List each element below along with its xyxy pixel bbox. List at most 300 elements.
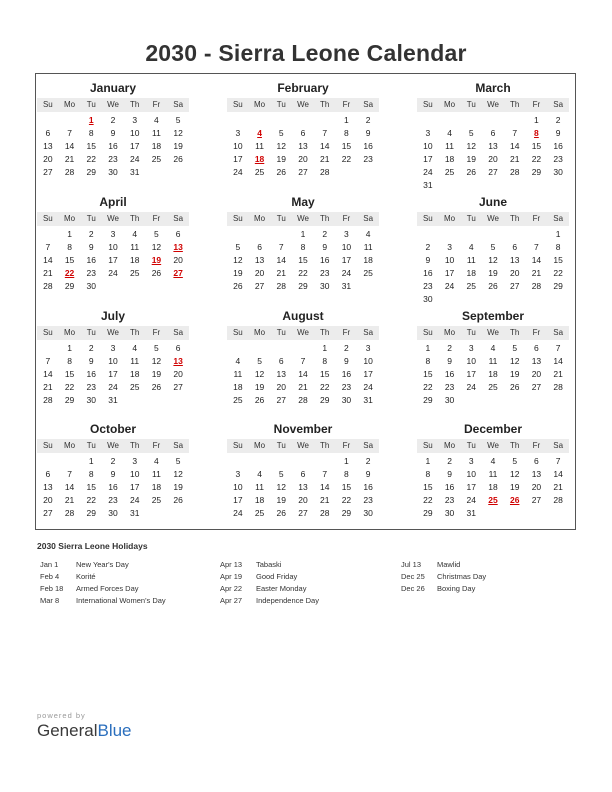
day-cell: 3 [132,456,138,466]
empty-cell [504,228,526,241]
day-cell: 2 [322,229,328,239]
day-cell: 24 [129,154,140,164]
generalblue-logo [37,721,132,741]
month-december [417,421,569,520]
empty-cell [270,455,292,468]
day-cell: 4 [154,115,159,125]
day-grid [37,455,189,520]
weekday-label: Tu [86,100,96,109]
weekday-label: Su [42,100,53,109]
day-cell: 7 [534,242,539,252]
day-cell: 2 [425,242,431,252]
day-cell: 23 [319,268,330,278]
holiday-item [220,571,319,583]
day-cell: 16 [363,482,373,492]
day-cell: 20 [488,154,498,164]
day-cell: 15 [341,141,352,151]
day-cell: 24 [129,495,140,505]
day-cell: 10 [233,482,243,492]
weekday-label: Mo [64,441,76,450]
weekday-label: We [107,328,119,337]
day-cell: 1 [322,343,328,353]
weekday-label: Mo [444,100,456,109]
month-grid [37,80,573,520]
day-cell: 25 [129,382,140,392]
day-cell: 29 [423,395,433,405]
day-cell: 9 [322,242,328,252]
day-cell: 17 [341,255,352,265]
day-cell: 3 [235,128,241,138]
day-cell: 28 [43,395,53,405]
day-cell: 26 [276,167,287,177]
day-cell: 22 [319,382,330,392]
day-cell: 3 [468,456,474,466]
weekday-label: Tu [466,100,476,109]
day-cell: 17 [466,369,477,379]
day-cell: 21 [553,482,563,492]
holiday-name: New Year's Day [76,560,129,569]
weekday-label: Tu [276,214,286,223]
day-cell: 1 [67,343,72,353]
day-cell: 10 [341,242,352,252]
holiday-name: International Women's Day [76,596,166,605]
day-cell: 7 [67,128,72,138]
day-cell: 3 [110,343,116,353]
empty-cell [249,342,271,355]
empty-cell [314,455,336,468]
day-cell: 18 [444,154,455,164]
day-cell: 18 [233,382,243,392]
day-grid [227,114,379,179]
day-cell: 28 [43,281,53,291]
weekday-label: Tu [466,328,476,337]
day-cell: 27 [173,382,183,392]
day-cell: 27 [531,495,542,505]
day-cell: 26 [488,281,498,291]
month-name: June [478,195,507,209]
holiday-name: Good Friday [256,572,298,581]
day-cell: 14 [276,255,287,265]
day-cell: 11 [466,255,476,265]
weekday-label: Su [232,100,243,109]
day-cell: 11 [445,141,454,151]
day-cell: 30 [108,167,118,177]
weekday-label: Fr [152,441,161,450]
day-cell: 23 [86,382,97,392]
weekday-label: Mo [444,328,456,337]
empty-cell [417,228,439,241]
day-cell: 10 [466,469,477,479]
weekday-label: Th [130,214,140,223]
day-cell: 2 [88,229,94,239]
day-cell: 20 [276,382,287,392]
day-cell: 16 [86,369,97,379]
day-cell: 1 [425,343,431,353]
day-cell: 24 [444,281,455,291]
day-cell: 30 [444,508,455,518]
weekday-label: Fr [532,441,541,450]
day-cell: 8 [425,356,431,366]
weekday-label: Mo [64,328,76,337]
day-cell: 1 [534,115,539,125]
day-cell: 21 [509,154,520,164]
day-cell: 22 [64,382,75,392]
day-cell: 24 [108,382,118,392]
day-cell: 14 [298,369,308,379]
day-cell: 20 [173,255,183,265]
day-cell: 16 [108,141,118,151]
day-cell: 7 [322,128,328,138]
day-cell: 29 [553,281,563,291]
day-cell: 26 [276,508,287,518]
weekday-label: Fr [532,214,541,223]
day-cell: 23 [444,382,455,392]
day-cell: 28 [319,167,330,177]
weekday-label: Sa [553,441,564,450]
weekday-label: Tu [466,441,476,450]
empty-cell [504,114,526,127]
day-cell: 25 [488,382,498,392]
day-cell: 31 [129,508,140,518]
day-cell: 10 [233,141,243,151]
day-cell: 1 [67,229,72,239]
holiday-item [40,583,166,595]
holiday-column-2 [220,559,319,607]
month-may [227,194,379,293]
day-cell: 10 [108,242,118,252]
day-cell: 11 [152,128,161,138]
weekday-label: Th [510,441,520,450]
weekday-label: Sa [173,441,184,450]
day-cell: 21 [298,382,308,392]
day-cell: 24 [423,167,433,177]
day-cell: 25 [129,268,140,278]
month-february [227,80,379,179]
day-cell: 8 [425,469,431,479]
day-cell: 5 [468,128,474,138]
weekday-label: Mo [254,328,266,337]
month-august [227,308,379,407]
day-cell: 7 [322,469,328,479]
weekday-header [417,439,569,453]
day-cell: 29 [86,167,97,177]
weekday-label: Sa [553,100,564,109]
day-cell: 3 [468,343,474,353]
empty-cell [482,228,504,241]
day-cell: 12 [254,369,265,379]
holiday-date: Dec 25 [401,572,425,581]
holiday-item [40,559,166,571]
day-cell: 23 [423,281,433,291]
weekday-header [417,326,569,340]
weekday-label: Sa [173,328,184,337]
weekday-label: Th [320,100,330,109]
holiday-column-3 [401,559,486,595]
day-cell: 24 [233,508,243,518]
weekday-label: Su [42,441,53,450]
day-cell: 16 [444,482,455,492]
holiday-day-cell: 4 [257,128,262,138]
day-cell: 30 [319,281,330,291]
day-cell: 15 [64,255,75,265]
weekday-label: Su [422,441,433,450]
day-cell: 7 [300,356,306,366]
weekday-label: Sa [553,328,564,337]
holiday-column-1 [40,559,166,607]
day-cell: 4 [154,456,159,466]
day-cell: 10 [129,469,140,479]
day-cell: 29 [298,281,308,291]
weekday-label: Th [320,214,330,223]
month-name: May [291,195,315,209]
day-cell: 11 [152,469,161,479]
day-cell: 3 [447,242,452,252]
day-cell: 25 [233,395,243,405]
holiday-date: Apr 13 [220,560,243,569]
day-cell: 28 [298,395,308,405]
day-cell: 31 [423,180,433,190]
day-cell: 14 [64,482,75,492]
day-cell: 30 [444,395,455,405]
day-cell: 20 [509,268,520,278]
day-cell: 21 [43,268,53,278]
weekday-label: Th [130,100,140,109]
day-cell: 30 [108,508,118,518]
day-cell: 9 [88,242,94,252]
day-cell: 25 [363,268,373,278]
day-cell: 28 [553,382,563,392]
day-cell: 6 [512,242,518,252]
weekday-label: Fr [152,328,161,337]
day-cell: 1 [425,456,431,466]
day-cell: 25 [466,281,477,291]
day-grid [37,114,189,179]
day-cell: 27 [298,508,308,518]
day-cell: 18 [151,141,162,151]
day-cell: 3 [132,115,138,125]
day-cell: 28 [319,508,330,518]
day-cell: 30 [423,294,433,304]
weekday-label: We [297,214,309,223]
day-cell: 10 [444,255,455,265]
day-cell: 17 [444,268,455,278]
day-cell: 24 [233,167,243,177]
day-cell: 19 [276,495,287,505]
day-cell: 18 [466,268,477,278]
day-cell: 2 [447,343,452,353]
day-cell: 17 [129,141,140,151]
day-cell: 24 [466,382,477,392]
day-cell: 9 [344,356,349,366]
day-cell: 5 [154,343,159,353]
day-cell: 15 [423,369,433,379]
day-cell: 7 [45,242,51,252]
month-march [417,80,569,192]
day-cell: 14 [319,141,330,151]
day-cell: 9 [110,128,116,138]
weekday-label: Tu [86,441,96,450]
weekday-label: Su [232,328,243,337]
day-cell: 13 [298,482,308,492]
day-cell: 6 [175,229,181,239]
holiday-day-cell: 19 [151,255,162,265]
day-cell: 11 [488,356,498,366]
day-cell: 15 [298,255,308,265]
day-cell: 26 [173,154,183,164]
brand-general: General [37,721,98,740]
weekday-label: We [487,214,499,223]
day-cell: 21 [276,268,287,278]
day-cell: 8 [344,128,349,138]
day-cell: 14 [531,255,542,265]
day-cell: 3 [425,128,431,138]
day-cell: 8 [322,356,328,366]
weekday-label: Su [42,328,53,337]
day-cell: 18 [254,495,265,505]
day-cell: 18 [129,369,140,379]
day-cell: 31 [341,281,352,291]
weekday-label: We [487,100,499,109]
day-cell: 4 [365,229,371,239]
day-cell: 4 [132,229,138,239]
holiday-name: Tabaski [256,560,282,569]
day-cell: 6 [45,128,51,138]
day-cell: 23 [108,154,118,164]
day-cell: 17 [108,369,118,379]
day-cell: 6 [45,469,51,479]
day-cell: 12 [509,356,520,366]
month-name: February [277,81,329,95]
day-cell: 5 [512,343,518,353]
day-cell: 20 [531,482,542,492]
day-cell: 17 [423,154,433,164]
day-cell: 26 [151,268,162,278]
day-cell: 19 [488,268,498,278]
day-cell: 14 [43,369,53,379]
day-cell: 28 [64,508,75,518]
month-july [37,308,189,407]
day-cell: 19 [254,382,265,392]
day-cell: 9 [447,356,452,366]
weekday-label: Su [42,214,53,223]
day-cell: 11 [255,141,264,151]
day-cell: 8 [67,242,72,252]
day-cell: 4 [235,356,241,366]
holiday-item [401,583,486,595]
empty-cell [460,228,482,241]
holiday-date: Feb 4 [40,572,60,581]
day-cell: 2 [447,456,452,466]
day-cell: 2 [110,115,116,125]
empty-cell [249,455,271,468]
day-cell: 16 [553,141,563,151]
day-cell: 29 [64,281,75,291]
day-cell: 10 [466,356,477,366]
day-cell: 19 [466,154,477,164]
empty-cell [439,114,461,127]
weekday-label: Mo [64,214,76,223]
holiday-day-cell: 27 [173,268,183,278]
day-cell: 23 [444,495,455,505]
weekday-label: Fr [342,328,351,337]
empty-cell [314,114,336,127]
empty-cell [460,114,482,127]
day-cell: 2 [110,456,116,466]
weekday-label: Mo [444,214,456,223]
day-cell: 15 [64,369,75,379]
day-grid [227,342,379,407]
month-name: August [282,309,324,323]
day-cell: 23 [363,154,373,164]
day-cell: 20 [298,495,308,505]
day-cell: 17 [108,255,118,265]
day-cell: 10 [423,141,433,151]
day-cell: 25 [151,154,162,164]
day-cell: 12 [173,128,183,138]
day-cell: 10 [129,128,140,138]
empty-cell [270,228,292,241]
day-cell: 9 [88,356,94,366]
weekday-label: Fr [532,100,541,109]
day-cell: 24 [341,268,352,278]
weekday-header [227,326,379,340]
day-cell: 7 [45,356,51,366]
day-cell: 7 [512,128,518,138]
day-cell: 26 [509,382,520,392]
holiday-day-cell: 13 [173,242,183,252]
weekday-label: We [107,441,119,450]
day-cell: 19 [151,369,162,379]
empty-cell [270,342,292,355]
holiday-date: Apr 19 [220,572,243,581]
holiday-item [40,571,166,583]
month-april [37,194,189,293]
weekday-label: Mo [254,100,266,109]
month-name: July [100,309,125,323]
day-cell: 5 [257,356,262,366]
day-cell: 16 [363,141,373,151]
empty-cell [270,114,292,127]
weekday-header [37,326,189,340]
holiday-item [220,559,319,571]
weekday-label: Th [320,441,330,450]
day-cell: 22 [341,495,352,505]
weekday-label: Su [422,214,433,223]
day-cell: 3 [110,229,116,239]
day-cell: 21 [64,495,75,505]
day-cell: 30 [553,167,563,177]
day-cell: 11 [233,369,243,379]
day-cell: 17 [233,154,243,164]
empty-cell [227,228,249,241]
day-cell: 4 [490,456,496,466]
weekday-label: We [107,214,119,223]
day-cell: 12 [151,242,162,252]
day-cell: 28 [531,281,542,291]
weekday-label: Fr [342,100,351,109]
day-cell: 13 [531,356,542,366]
day-cell: 17 [233,495,243,505]
day-cell: 5 [154,229,159,239]
day-cell: 5 [490,242,496,252]
empty-cell [482,114,504,127]
day-cell: 12 [233,255,243,265]
weekday-label: Fr [342,214,351,223]
weekday-label: Tu [86,214,96,223]
day-cell: 4 [490,343,496,353]
day-cell: 28 [64,167,75,177]
day-cell: 15 [319,369,330,379]
